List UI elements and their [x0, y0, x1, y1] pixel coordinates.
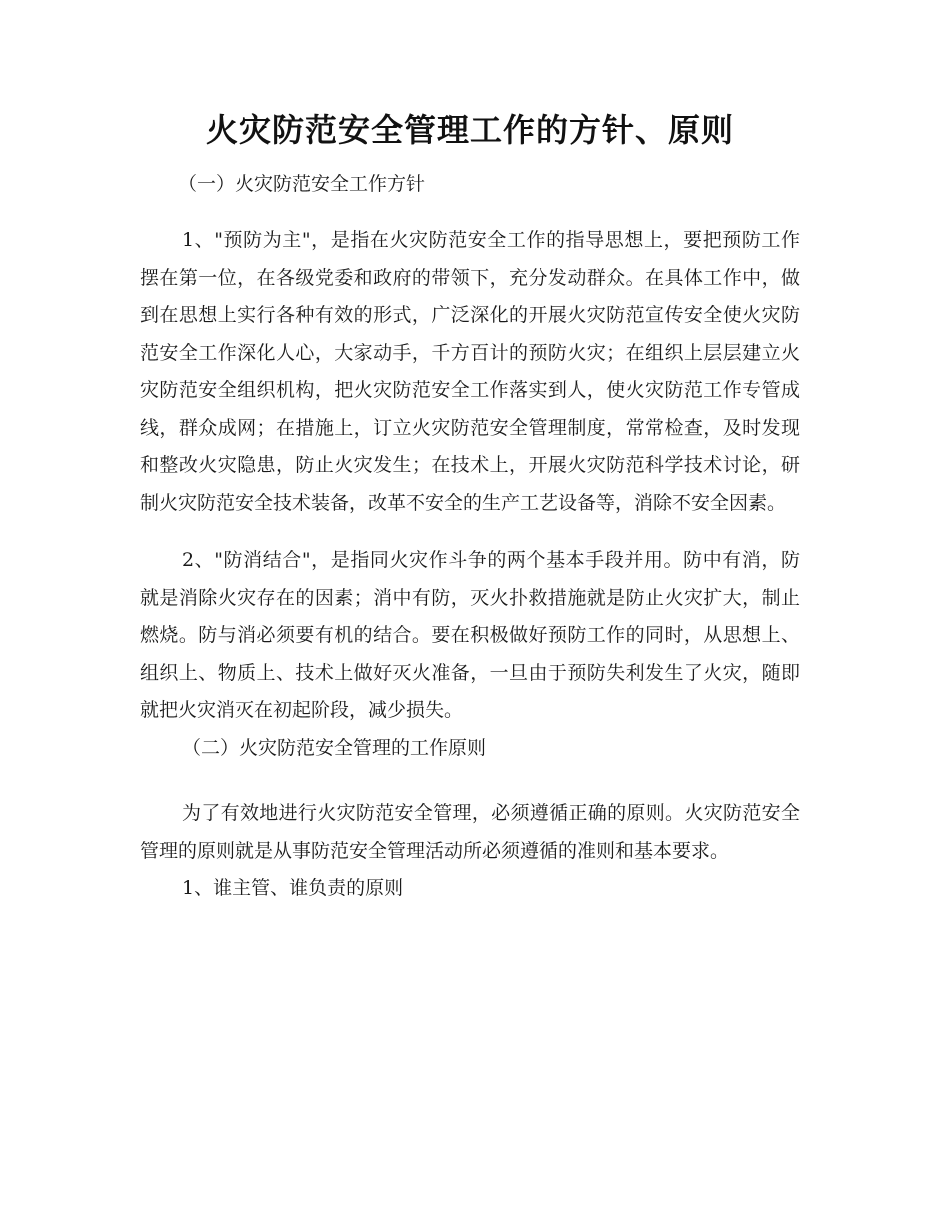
document-title: 火灾防范安全管理工作的方针、原则	[205, 111, 734, 149]
section-heading-principles: （二）火灾防范安全管理的工作原则	[182, 736, 487, 759]
subheading-responsibility-principle: 1、谁主管、谁负责的原则	[182, 877, 404, 899]
paragraph-principles-intro: 为了有效地进行火灾防范安全管理，必须遵循正确的原则。火灾防范安全管理的原则就是从事防范安全管理活动所必须遵循的准则和基本要求。	[140, 802, 800, 862]
paragraph-prevention-and-firefighting: 2、"防消结合"，是指同火灾作斗争的两个基本手段并用。防中有消，防就是消除火灾存在的因素；消中有防，灭火扑救措施就是防止火灾扩大，制止燃烧。防与消必须要有机的结合。要在积极做好预防工作的同时，从思想上、组织上、物质上、技术上做好灭火准备，一旦由于预防失利发生了火灾，随即就把火灾消灭在初起阶段，减少损失。	[140, 549, 800, 721]
section-heading-policy: （一）火灾防范安全工作方针	[178, 173, 426, 195]
paragraph-prevention-first: 1、"预防为主"，是指在火灾防范安全工作的指导思想上，要把预防工作摆在第一位，在各级党委和政府的带领下，充分发动群众。在具体工作中，做到在思想上实行各种有效的形式，广泛深化的开展火灾防范宣传安全使火灾防范安全工作深化人心，大家动手，千方百计的预防火灾；在组织上层层建立火灾防范安全组织机构，把火灾防范安全工作落实到人，使火灾防范工作专管成线，群众成网；在措施上，订立火灾防范安全管理制度，常常检查，及时发现和整改火灾隐患，防止火灾发生；在技术上，开展火灾防范科学技术讨论，研制火灾防范安全技术装备，改革不安全的生产工艺设备等，消除不安全因素。	[140, 229, 800, 514]
